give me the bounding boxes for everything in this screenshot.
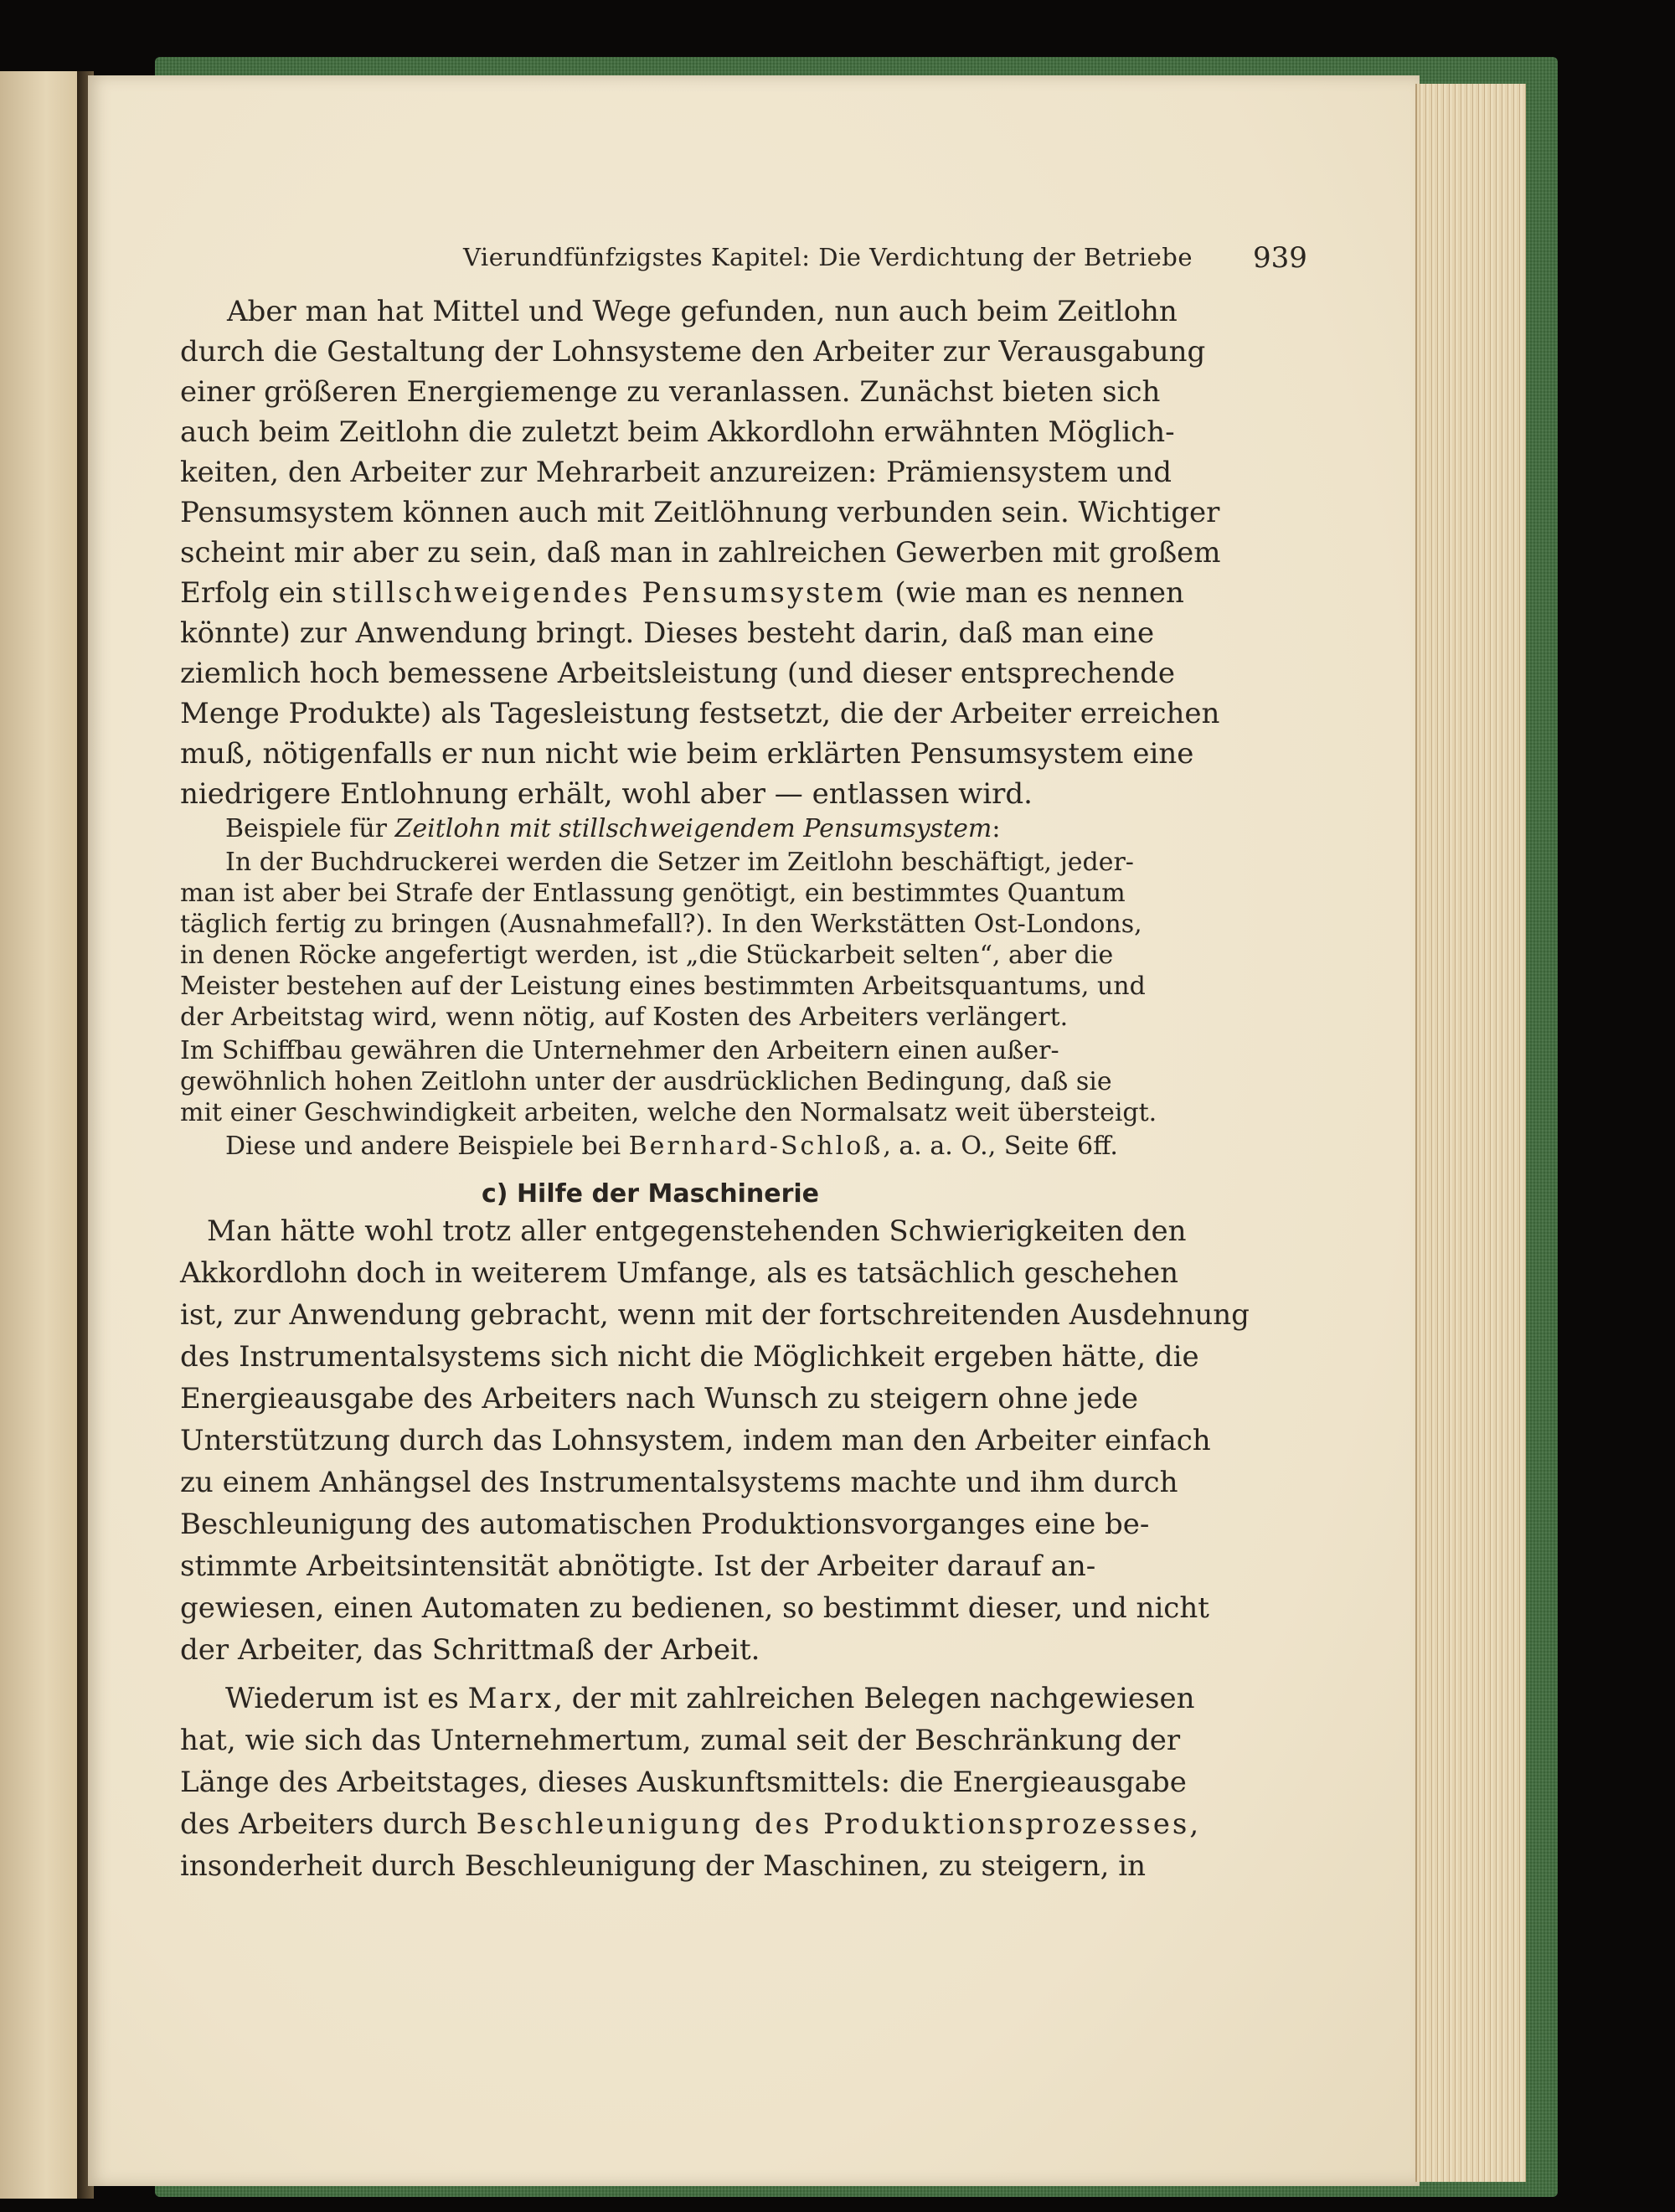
text-fragment: , <box>1189 1807 1199 1841</box>
spaced-term: Beschleunigung des Produktionsprozesses <box>476 1807 1190 1841</box>
italic-term: Zeitlohn mit stillschweigendem Pensumsystem <box>394 814 992 843</box>
example-line: Meister bestehen auf der Leistung eines bestimmten Arbeitsquantums, und <box>180 972 1146 1001</box>
text-line: keiten, den Arbeiter zur Mehrarbeit anzureizen: Prämiensystem und <box>180 456 1172 489</box>
example-line: man ist aber bei Strafe der Entlassung genötigt, ein bestimmtes Quantum <box>180 879 1126 908</box>
examples-intro <box>225 815 1000 843</box>
text-line <box>225 1682 1195 1715</box>
text-line: hat, wie sich das Unternehmertum, zumal seit der Beschränkung der <box>180 1724 1181 1757</box>
text-line: insonderheit durch Beschleunigung der Maschinen, zu steigern, in <box>180 1849 1147 1883</box>
text-fragment: Beispiele für <box>225 814 395 843</box>
example-line: Im Schiffbau gewähren die Unternehmer den Arbeitern einen außer- <box>180 1036 1059 1065</box>
example-line: der Arbeitstag wird, wenn nötig, auf Kosten des Arbeiters verlängert. <box>180 1003 1069 1032</box>
spaced-term: stillschweigendes Pensumsystem <box>332 576 886 610</box>
text-line: Energieausgabe des Arbeiters nach Wunsch zu steigern ohne jede <box>180 1382 1138 1415</box>
example-line: gewöhnlich hohen Zeitlohn unter der ausdrücklichen Bedingung, daß sie <box>180 1067 1112 1096</box>
text-line <box>180 576 1184 610</box>
text-line: Unterstützung durch das Lohnsystem, indem man den Arbeiter einfach <box>180 1424 1211 1457</box>
spaced-name: Marx <box>467 1682 554 1715</box>
examples-reference <box>225 1132 1118 1161</box>
text-fragment: Erfolg ein <box>180 576 332 610</box>
text-line: muß, nötigenfalls er nun nicht wie beim erklärten Pensumsystem eine <box>180 737 1194 771</box>
text-line: Länge des Arbeitstages, dieses Auskunftsmittels: die Energieausgabe <box>180 1766 1187 1799</box>
text-fragment: (wie man es nennen <box>885 576 1184 610</box>
text-line: Menge Produkte) als Tagesleistung festsetzt, die der Arbeiter erreichen <box>180 697 1220 730</box>
text-fragment: Wiederum ist es <box>225 1682 468 1715</box>
text-line: ziemlich hoch bemessene Arbeitsleistung (und dieser entsprechende <box>180 657 1176 690</box>
text-line: der Arbeiter, das Schrittmaß der Arbeit. <box>180 1633 760 1667</box>
text-line: Pensumsystem können auch mit Zeitlöhnung verbunden sein. Wichtiger <box>180 496 1220 529</box>
text-line: gewiesen, einen Automaten zu bedienen, so bestimmt dieser, und nicht <box>180 1591 1209 1625</box>
text-line: durch die Gestaltung der Lohnsysteme den Arbeiter zur Verausgabung <box>180 335 1206 369</box>
text-line: zu einem Anhängsel des Instrumentalsystems machte und ihm durch <box>180 1466 1178 1499</box>
example-line: in denen Röcke angefertigt werden, ist „die Stückarbeit selten“, aber die <box>180 941 1114 970</box>
running-header: Vierundfünfzigstes Kapitel: Die Verdichtung der Betriebe <box>463 243 1193 271</box>
example-line: mit einer Geschwindigkeit arbeiten, welche den Normalsatz weit übersteigt. <box>180 1098 1157 1127</box>
page-edges <box>1415 84 1526 2182</box>
text-line: einer größeren Energiemenge zu veranlassen. Zunächst bieten sich <box>180 375 1161 409</box>
text-line: Akkordlohn doch in weiterem Umfange, als es tatsächlich geschehen <box>180 1256 1179 1290</box>
text-fragment: : <box>992 814 1001 843</box>
page-number: 939 <box>1253 241 1307 275</box>
left-page-edge <box>0 71 77 2199</box>
text-line: Beschleunigung des automatischen Produktionsvorganges eine be- <box>180 1508 1150 1541</box>
text-line <box>180 1807 1198 1841</box>
text-line: könnte) zur Anwendung bringt. Dieses besteht darin, daß man eine <box>180 616 1155 650</box>
text-fragment: , a. a. O., Seite 6ff. <box>883 1132 1118 1161</box>
text-line: Aber man hat Mittel und Wege gefunden, nun auch beim Zeitlohn <box>227 295 1178 328</box>
text-line: stimmte Arbeitsintensität abnötigte. Ist der Arbeiter darauf an- <box>180 1549 1096 1583</box>
spaced-author: Bernhard-Schloß <box>628 1132 884 1161</box>
text-line: scheint mir aber zu sein, daß man in zahlreichen Gewerben mit großem <box>180 536 1221 570</box>
text-line: auch beim Zeitlohn die zuletzt beim Akkordlohn erwähnten Möglich- <box>180 415 1175 449</box>
section-heading: c) Hilfe der Maschinerie <box>482 1179 820 1209</box>
example-line: täglich fertig zu bringen (Ausnahmefall?). In den Werkstätten Ost-Londons, <box>180 910 1142 939</box>
text-fragment: des Arbeiters durch <box>180 1807 477 1841</box>
text-line: Man hätte wohl trotz aller entgegenstehenden Schwierigkeiten den <box>207 1214 1187 1248</box>
text-fragment: , der mit zahlreichen Belegen nachgewiesen <box>554 1682 1195 1715</box>
example-line: In der Buchdruckerei werden die Setzer im Zeitlohn beschäftigt, jeder- <box>225 848 1134 877</box>
text-line: des Instrumentalsystems sich nicht die Möglichkeit ergeben hätte, die <box>180 1340 1199 1374</box>
text-line: ist, zur Anwendung gebracht, wenn mit der fortschreitenden Ausdehnung <box>180 1298 1250 1332</box>
text-fragment: Diese und andere Beispiele bei <box>225 1132 629 1161</box>
text-line: niedrigere Entlohnung erhält, wohl aber — entlassen wird. <box>180 777 1033 811</box>
